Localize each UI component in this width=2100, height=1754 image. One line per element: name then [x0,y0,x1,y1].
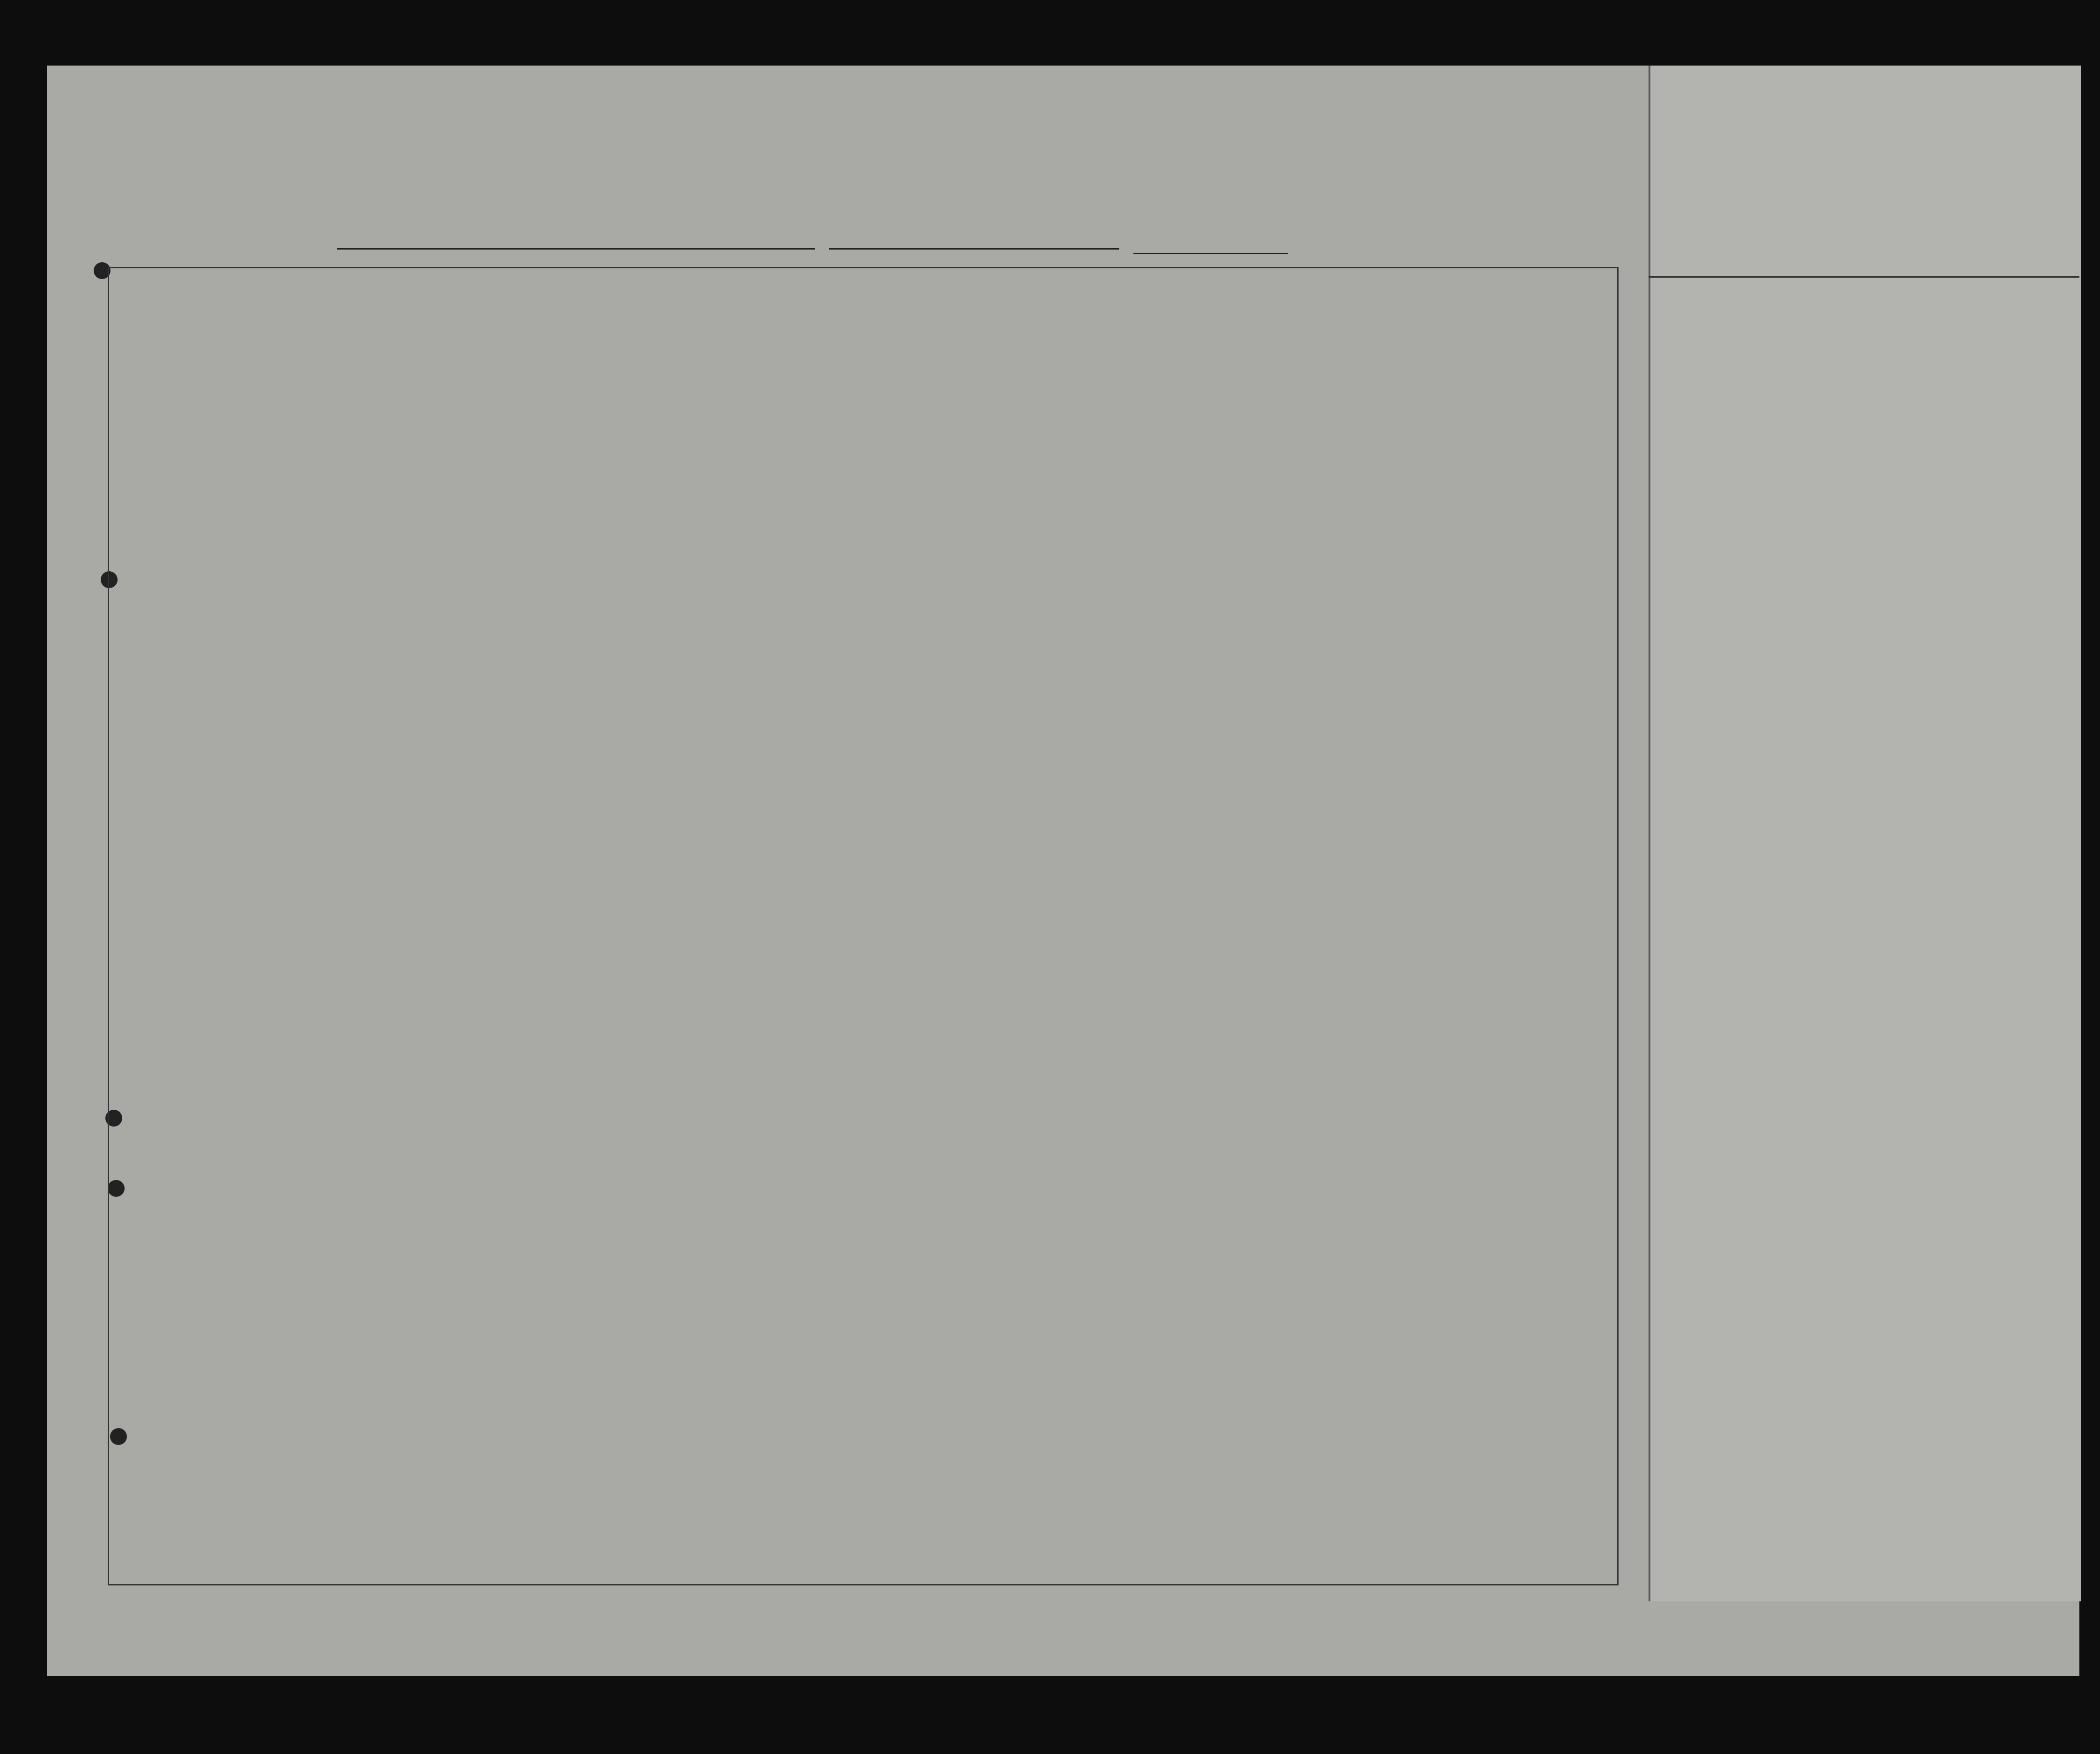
manifest-table [108,267,1619,1585]
year-underline [1133,253,1288,254]
date-underline [829,248,1119,250]
port-underline [337,248,815,250]
visa-table [1649,276,2079,1561]
